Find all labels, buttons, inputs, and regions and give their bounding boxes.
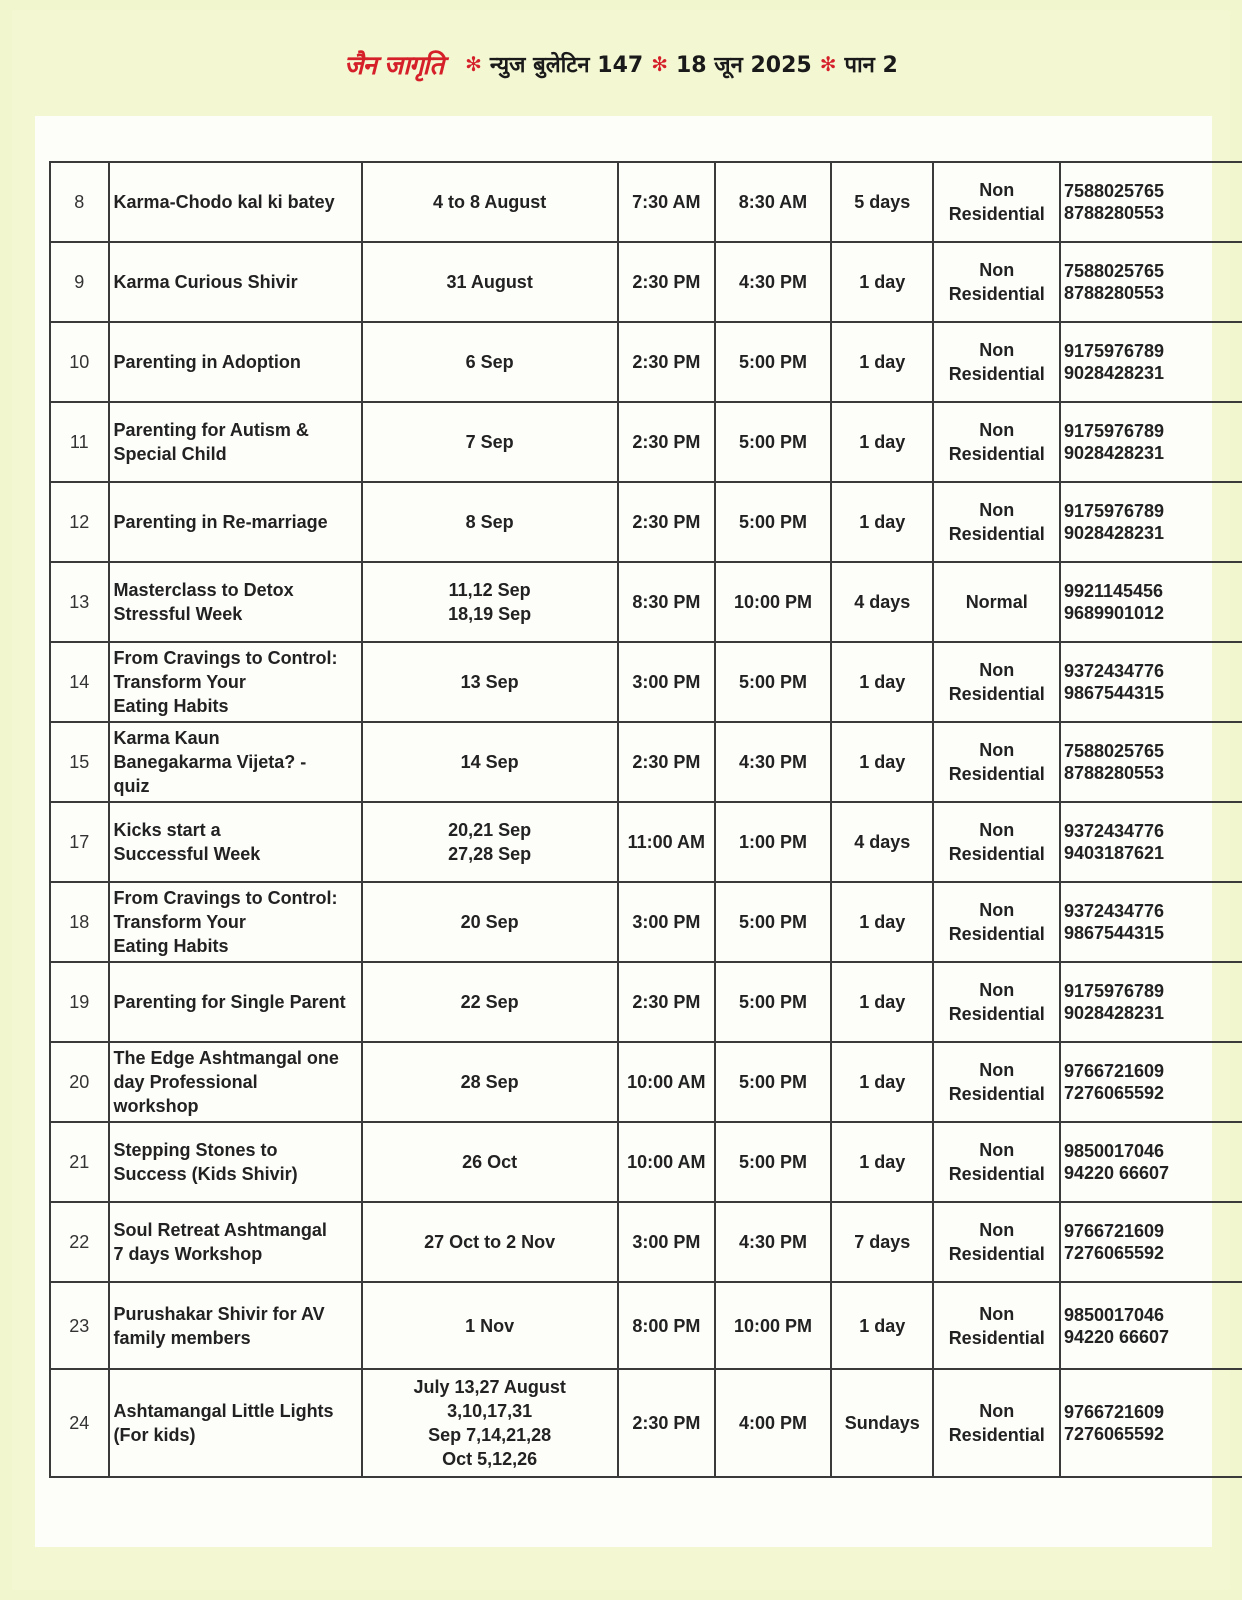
duration: 5 days bbox=[831, 162, 933, 242]
start-time: 10:00 AM bbox=[618, 1042, 715, 1122]
duration: 1 day bbox=[831, 242, 933, 322]
program-title-text: Masterclass to Detox Stressful Week bbox=[113, 580, 294, 624]
program-date: 4 to 8 August bbox=[362, 162, 618, 242]
contact-numbers: 9372434776 9867544315 bbox=[1060, 882, 1242, 962]
residential-type: Non Residential bbox=[933, 1042, 1060, 1122]
row-number: 24 bbox=[50, 1369, 109, 1477]
start-time: 3:00 PM bbox=[618, 1202, 715, 1282]
row-number: 9 bbox=[50, 242, 109, 322]
residential-type: Non Residential bbox=[933, 882, 1060, 962]
contact-numbers: 9175976789 9028428231 bbox=[1060, 482, 1242, 562]
start-time: 11:00 AM bbox=[618, 802, 715, 882]
program-date: 28 Sep bbox=[362, 1042, 618, 1122]
table-row bbox=[50, 1122, 1242, 1202]
residential-type: Non Residential bbox=[933, 482, 1060, 562]
residential-type: Non Residential bbox=[933, 642, 1060, 722]
row-number: 21 bbox=[50, 1122, 109, 1202]
contact-numbers: 7588025765 8788280553 bbox=[1060, 162, 1242, 242]
end-time: 4:00 PM bbox=[715, 1369, 831, 1477]
duration: 1 day bbox=[831, 962, 933, 1042]
row-number: 14 bbox=[50, 642, 109, 722]
start-time: 7:30 AM bbox=[618, 162, 715, 242]
end-time: 4:30 PM bbox=[715, 242, 831, 322]
end-time: 5:00 PM bbox=[715, 642, 831, 722]
row-number: 8 bbox=[50, 162, 109, 242]
program-title bbox=[109, 402, 362, 482]
table-row bbox=[50, 1202, 1242, 1282]
program-date: 1 Nov bbox=[362, 1282, 618, 1369]
duration: 1 day bbox=[831, 882, 933, 962]
program-date: July 13,27 August 3,10,17,31 Sep 7,14,21,28 Oct 5,12,26 bbox=[362, 1369, 618, 1477]
row-number: 18 bbox=[50, 882, 109, 962]
table-row bbox=[50, 802, 1242, 882]
end-time: 5:00 PM bbox=[715, 322, 831, 402]
row-number: 15 bbox=[50, 722, 109, 802]
program-title-text: Karma-Chodo kal ki batey bbox=[113, 192, 335, 212]
contact-numbers: 9766721609 7276065592 bbox=[1060, 1202, 1242, 1282]
program-title bbox=[109, 1202, 362, 1282]
program-title-text: Karma Curious Shivir bbox=[113, 272, 298, 292]
contact-numbers: 9175976789 9028428231 bbox=[1060, 322, 1242, 402]
residential-type: Non Residential bbox=[933, 1122, 1060, 1202]
table-row bbox=[50, 962, 1242, 1042]
row-number: 10 bbox=[50, 322, 109, 402]
start-time: 2:30 PM bbox=[618, 962, 715, 1042]
start-time: 3:00 PM bbox=[618, 882, 715, 962]
program-date: 26 Oct bbox=[362, 1122, 618, 1202]
program-title bbox=[109, 722, 362, 802]
table-row bbox=[50, 1282, 1242, 1369]
program-title-text: Parenting for Single Parent bbox=[113, 992, 346, 1012]
program-title-text: Soul Retreat Ashtmangal 7 days Workshop bbox=[113, 1220, 327, 1264]
table-row bbox=[50, 322, 1242, 402]
program-title bbox=[109, 562, 362, 642]
table-row bbox=[50, 162, 1242, 242]
schedule-table bbox=[49, 161, 1242, 1478]
end-time: 10:00 PM bbox=[715, 562, 831, 642]
table-row bbox=[50, 882, 1242, 962]
end-time: 4:30 PM bbox=[715, 1202, 831, 1282]
duration: 1 day bbox=[831, 322, 933, 402]
bulletin-number: न्युज बुलेटिन 147 bbox=[489, 53, 644, 78]
residential-type: Non Residential bbox=[933, 1202, 1060, 1282]
start-time: 3:00 PM bbox=[618, 642, 715, 722]
program-title-text: Stepping Stones to Success (Kids Shivir) bbox=[113, 1140, 298, 1184]
start-time: 2:30 PM bbox=[618, 322, 715, 402]
program-title bbox=[109, 642, 362, 722]
duration: 1 day bbox=[831, 722, 933, 802]
duration: 1 day bbox=[831, 482, 933, 562]
separator-star-icon: ✻ bbox=[651, 52, 668, 76]
newsletter-logo: जैन जागृति bbox=[344, 51, 444, 81]
residential-type: Non Residential bbox=[933, 162, 1060, 242]
program-title-text: Ashtamangal Little Lights (For kids) bbox=[113, 1401, 334, 1445]
contact-numbers: 9372434776 9867544315 bbox=[1060, 642, 1242, 722]
program-date: 14 Sep bbox=[362, 722, 618, 802]
end-time: 5:00 PM bbox=[715, 482, 831, 562]
contact-numbers: 9175976789 9028428231 bbox=[1060, 402, 1242, 482]
program-title bbox=[109, 1282, 362, 1369]
program-date: 20 Sep bbox=[362, 882, 618, 962]
end-time: 1:00 PM bbox=[715, 802, 831, 882]
program-title bbox=[109, 322, 362, 402]
program-title-text: From Cravings to Control: Transform Your Eating Habits bbox=[113, 648, 338, 716]
start-time: 2:30 PM bbox=[618, 722, 715, 802]
start-time: 2:30 PM bbox=[618, 242, 715, 322]
program-title-text: Purushakar Shivir for AV family members bbox=[113, 1303, 325, 1348]
program-date: 11,12 Sep 18,19 Sep bbox=[362, 562, 618, 642]
contact-numbers: 9175976789 9028428231 bbox=[1060, 962, 1242, 1042]
end-time: 10:00 PM bbox=[715, 1282, 831, 1369]
residential-type: Non Residential bbox=[933, 962, 1060, 1042]
row-number: 19 bbox=[50, 962, 109, 1042]
end-time: 8:30 AM bbox=[715, 162, 831, 242]
program-title bbox=[109, 1369, 362, 1477]
start-time: 10:00 AM bbox=[618, 1122, 715, 1202]
program-date: 6 Sep bbox=[362, 322, 618, 402]
page-header bbox=[0, 44, 1242, 84]
program-title bbox=[109, 1122, 362, 1202]
program-date: 13 Sep bbox=[362, 642, 618, 722]
contact-numbers: 9372434776 9403187621 bbox=[1060, 802, 1242, 882]
program-title-text: Parenting in Adoption bbox=[113, 352, 301, 372]
residential-type: Non Residential bbox=[933, 802, 1060, 882]
start-time: 2:30 PM bbox=[618, 402, 715, 482]
program-title bbox=[109, 1042, 362, 1122]
contact-numbers: 7588025765 8788280553 bbox=[1060, 242, 1242, 322]
separator-star-icon: ✻ bbox=[819, 52, 837, 76]
residential-type: Non Residential bbox=[933, 1282, 1060, 1369]
residential-type: Non Residential bbox=[933, 242, 1060, 322]
table-row bbox=[50, 1369, 1242, 1477]
program-title bbox=[109, 162, 362, 242]
duration: 1 day bbox=[831, 1042, 933, 1122]
end-time: 5:00 PM bbox=[715, 962, 831, 1042]
end-time: 5:00 PM bbox=[715, 1122, 831, 1202]
row-number: 17 bbox=[50, 802, 109, 882]
duration: 7 days bbox=[831, 1202, 933, 1282]
contact-numbers: 9766721609 7276065592 bbox=[1060, 1369, 1242, 1477]
bulletin-date: 18 जून 2025 bbox=[675, 53, 812, 78]
duration: 4 days bbox=[831, 802, 933, 882]
duration: 1 day bbox=[831, 1282, 933, 1369]
program-title-text: Kicks start a Successful Week bbox=[113, 820, 261, 864]
contact-numbers: 7588025765 8788280553 bbox=[1060, 722, 1242, 802]
residential-type: Non Residential bbox=[933, 322, 1060, 402]
program-title bbox=[109, 962, 362, 1042]
row-number: 20 bbox=[50, 1042, 109, 1122]
row-number: 12 bbox=[50, 482, 109, 562]
residential-type: Non Residential bbox=[933, 1369, 1060, 1477]
duration: Sundays bbox=[831, 1369, 933, 1477]
table-row bbox=[50, 1042, 1242, 1122]
start-time: 8:30 PM bbox=[618, 562, 715, 642]
program-title bbox=[109, 242, 362, 322]
program-title bbox=[109, 482, 362, 562]
page-number: पान 2 bbox=[844, 53, 898, 78]
row-number: 23 bbox=[50, 1282, 109, 1369]
row-number: 22 bbox=[50, 1202, 109, 1282]
program-title-text: From Cravings to Control: Transform Your Eating Habits bbox=[113, 888, 338, 956]
program-date: 31 August bbox=[362, 242, 618, 322]
residential-type: Non Residential bbox=[933, 722, 1060, 802]
residential-type: Normal bbox=[933, 562, 1060, 642]
program-title-text: Karma Kaun Banegakarma Vijeta? - quiz bbox=[113, 728, 307, 796]
end-time: 5:00 PM bbox=[715, 402, 831, 482]
program-date: 8 Sep bbox=[362, 482, 618, 562]
program-date: 27 Oct to 2 Nov bbox=[362, 1202, 618, 1282]
duration: 1 day bbox=[831, 402, 933, 482]
table-row bbox=[50, 562, 1242, 642]
table-row bbox=[50, 242, 1242, 322]
program-title bbox=[109, 882, 362, 962]
duration: 4 days bbox=[831, 562, 933, 642]
row-number: 11 bbox=[50, 402, 109, 482]
duration: 1 day bbox=[831, 642, 933, 722]
program-date: 7 Sep bbox=[362, 402, 618, 482]
separator-star-icon: ✻ bbox=[465, 52, 482, 76]
table-row bbox=[50, 482, 1242, 562]
program-date: 22 Sep bbox=[362, 962, 618, 1042]
start-time: 2:30 PM bbox=[618, 482, 715, 562]
table-row bbox=[50, 402, 1242, 482]
program-title-text: The Edge Ashtmangal one day Professional workshop bbox=[113, 1048, 339, 1116]
row-number: 13 bbox=[50, 562, 109, 642]
contact-numbers: 9850017046 94220 66607 bbox=[1060, 1282, 1242, 1369]
program-title bbox=[109, 802, 362, 882]
program-date: 20,21 Sep 27,28 Sep bbox=[362, 802, 618, 882]
table-row bbox=[50, 642, 1242, 722]
program-title-text: Parenting in Re-marriage bbox=[113, 512, 328, 532]
table-row bbox=[50, 722, 1242, 802]
start-time: 2:30 PM bbox=[618, 1369, 715, 1477]
program-title-text: Parenting for Autism & Special Child bbox=[113, 420, 309, 464]
end-time: 5:00 PM bbox=[715, 1042, 831, 1122]
contact-numbers: 9850017046 94220 66607 bbox=[1060, 1122, 1242, 1202]
contact-numbers: 9766721609 7276065592 bbox=[1060, 1042, 1242, 1122]
start-time: 8:00 PM bbox=[618, 1282, 715, 1369]
residential-type: Non Residential bbox=[933, 402, 1060, 482]
contact-numbers: 9921145456 9689901012 bbox=[1060, 562, 1242, 642]
end-time: 5:00 PM bbox=[715, 882, 831, 962]
duration: 1 day bbox=[831, 1122, 933, 1202]
end-time: 4:30 PM bbox=[715, 722, 831, 802]
